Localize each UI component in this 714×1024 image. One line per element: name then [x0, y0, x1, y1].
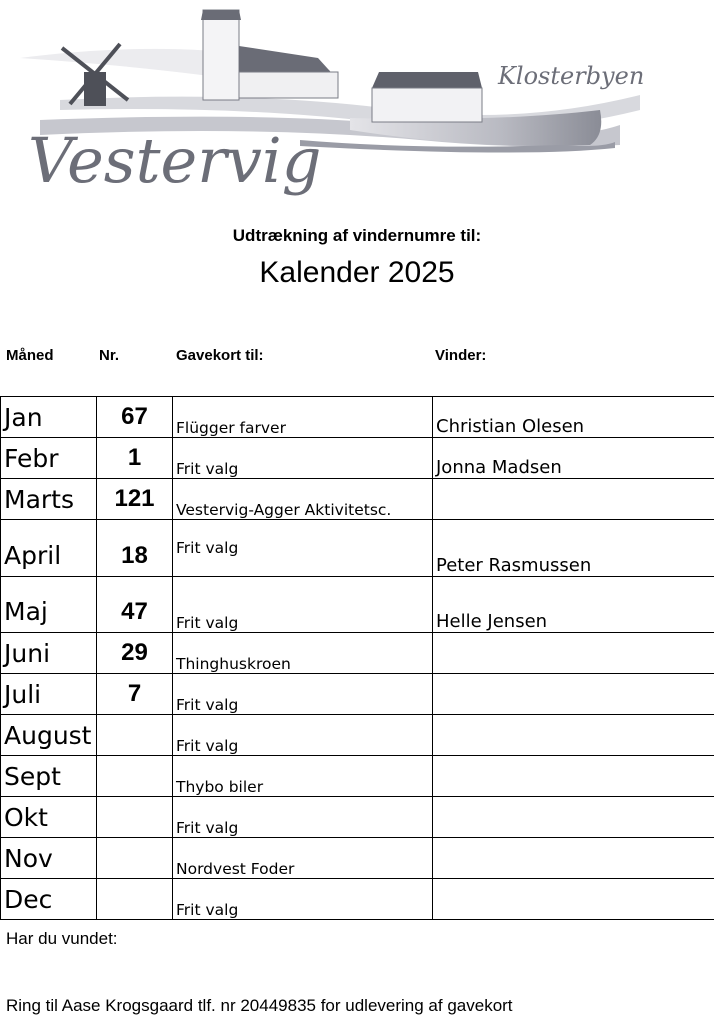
month-cell: Dec	[1, 879, 97, 920]
gift-cell: Thinghuskroen	[173, 633, 433, 674]
gift-cell: Flügger farver	[173, 397, 433, 438]
col-winner: Vinder:	[435, 347, 487, 364]
gift-cell: Frit valg	[173, 879, 433, 920]
gift-cell: Frit valg	[173, 797, 433, 838]
month-cell: Marts	[1, 479, 97, 520]
subtitle: Udtrækning af vindernumre til:	[232, 226, 482, 245]
number-cell: 18	[97, 520, 173, 577]
winner-cell	[433, 879, 714, 920]
winner-cell	[433, 674, 714, 715]
svg-text:Klosterbyen: Klosterbyen	[498, 62, 645, 90]
gift-cell: Frit valg	[173, 520, 433, 577]
gift-cell: Vestervig-Agger Aktivitetsc.	[173, 479, 433, 520]
svg-text:Vestervig: Vestervig	[28, 124, 322, 197]
winner-table	[0, 396, 714, 920]
gift-cell: Frit valg	[173, 715, 433, 756]
table-row	[1, 674, 714, 715]
gift-cell: Nordvest Foder	[173, 838, 433, 879]
gift-cell: Frit valg	[173, 438, 433, 479]
winner-cell	[433, 838, 714, 879]
table-row	[1, 397, 714, 438]
table-row	[1, 797, 714, 838]
winner-cell	[433, 479, 714, 520]
number-cell	[97, 838, 173, 879]
winner-cell: Jonna Madsen	[433, 438, 714, 479]
number-cell	[97, 756, 173, 797]
number-cell: 121	[97, 479, 173, 520]
month-cell: Juli	[1, 674, 97, 715]
month-cell: Jan	[1, 397, 97, 438]
number-cell: 67	[97, 397, 173, 438]
table-row	[1, 633, 714, 674]
gift-cell: Frit valg	[173, 577, 433, 633]
vestervig-logo	[0, 0, 714, 215]
month-cell: August	[1, 715, 97, 756]
winner-cell: Christian Olesen	[433, 397, 714, 438]
winner-cell: Peter Rasmussen	[433, 520, 714, 577]
winner-cell	[433, 756, 714, 797]
table-row	[1, 577, 714, 633]
number-cell: 7	[97, 674, 173, 715]
month-cell: Okt	[1, 797, 97, 838]
col-gift: Gavekort til:	[176, 347, 264, 364]
table-row	[1, 756, 714, 797]
table-row	[1, 438, 714, 479]
month-cell: Febr	[1, 438, 97, 479]
number-cell: 1	[97, 438, 173, 479]
winner-cell	[433, 797, 714, 838]
month-cell: Maj	[1, 577, 97, 633]
winner-cell	[433, 715, 714, 756]
table-row	[1, 715, 714, 756]
col-number: Nr.	[99, 347, 120, 364]
table-row	[1, 479, 714, 520]
winner-cell	[433, 633, 714, 674]
winner-question: Har du vundet:	[6, 929, 118, 948]
number-cell	[97, 715, 173, 756]
winner-cell: Helle Jensen	[433, 577, 714, 633]
number-cell: 47	[97, 577, 173, 633]
col-month: Måned	[6, 347, 54, 364]
gift-cell: Thybo biler	[173, 756, 433, 797]
month-cell: Juni	[1, 633, 97, 674]
month-cell: April	[1, 520, 97, 577]
number-cell	[97, 879, 173, 920]
contact-info: Ring til Aase Krogsgaard tlf. nr 20449835 for udlevering af gavekort	[6, 996, 513, 1015]
village-illustration	[0, 0, 714, 215]
number-cell	[97, 797, 173, 838]
table-row	[1, 879, 714, 920]
table-row	[1, 838, 714, 879]
month-cell: Sept	[1, 756, 97, 797]
table-row	[1, 520, 714, 577]
gift-cell: Frit valg	[173, 674, 433, 715]
number-cell: 29	[97, 633, 173, 674]
month-cell: Nov	[1, 838, 97, 879]
page-title: Kalender 2025	[259, 256, 455, 289]
